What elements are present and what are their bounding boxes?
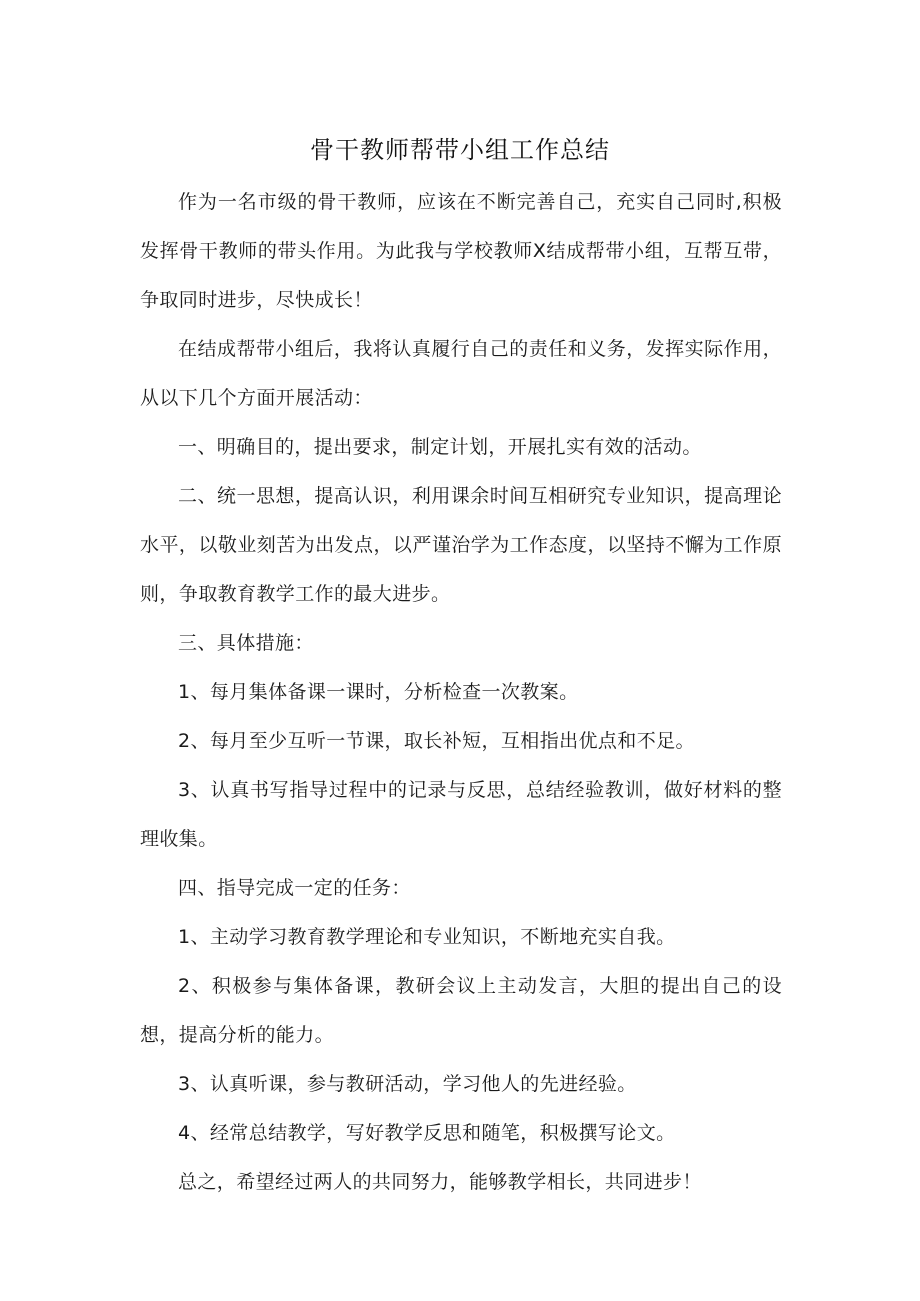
paragraph: 1、每月集体备课一课时，分析检查一次教案。 — [178, 681, 579, 703]
paragraph: 2、每月至少互听一节课，取长补短，互相指出优点和不足。 — [178, 730, 695, 752]
paragraph: 1、主动学习教育教学理论和专业知识，不断地充实自我。 — [178, 926, 676, 948]
paragraph: 一、明确目的，提出要求，制定计划，开展扎实有效的活动。 — [178, 436, 702, 458]
paragraph: 二、统一思想，提高认识，利用课余时间互相研究专业知识，提高理论水平，以敬业刻苦为出发点，以严谨治学为工作态度，以坚持不懈为工作原则，争取教育教学工作的最大进步。 — [140, 485, 782, 605]
document-title: 骨干教师帮带小组工作总结 — [310, 136, 610, 164]
paragraph: 3、认真书写指导过程中的记录与反思，总结经验教训，做好材料的整理收集。 — [140, 779, 782, 850]
paragraph: 3、认真听课，参与教研活动，学习他人的先进经验。 — [178, 1073, 637, 1095]
paragraph: 四、指导完成一定的任务： — [178, 877, 411, 899]
paragraph: 2、积极参与集体备课，教研会议上主动发言，大胆的提出自己的设想，提高分析的能力。 — [140, 975, 782, 1046]
document-body — [140, 178, 782, 1207]
paragraph: 4、经常总结教学，写好教学反思和随笔，积极撰写论文。 — [178, 1122, 676, 1144]
paragraph: 总之，希望经过两人的共同努力，能够教学相长，共同进步！ — [178, 1171, 702, 1193]
paragraph: 三、具体措施： — [178, 632, 314, 654]
paragraph: 作为一名市级的骨干教师，应该在不断完善自己，充实自己同时,积极发挥骨干教师的带头作用。为此我与学校教师X结成帮带小组，互帮互带，争取同时进步，尽快成长！ — [140, 191, 782, 311]
paragraph: 在结成帮带小组后，我将认真履行自己的责任和义务，发挥实际作用，从以下几个方面开展活动： — [140, 338, 782, 409]
